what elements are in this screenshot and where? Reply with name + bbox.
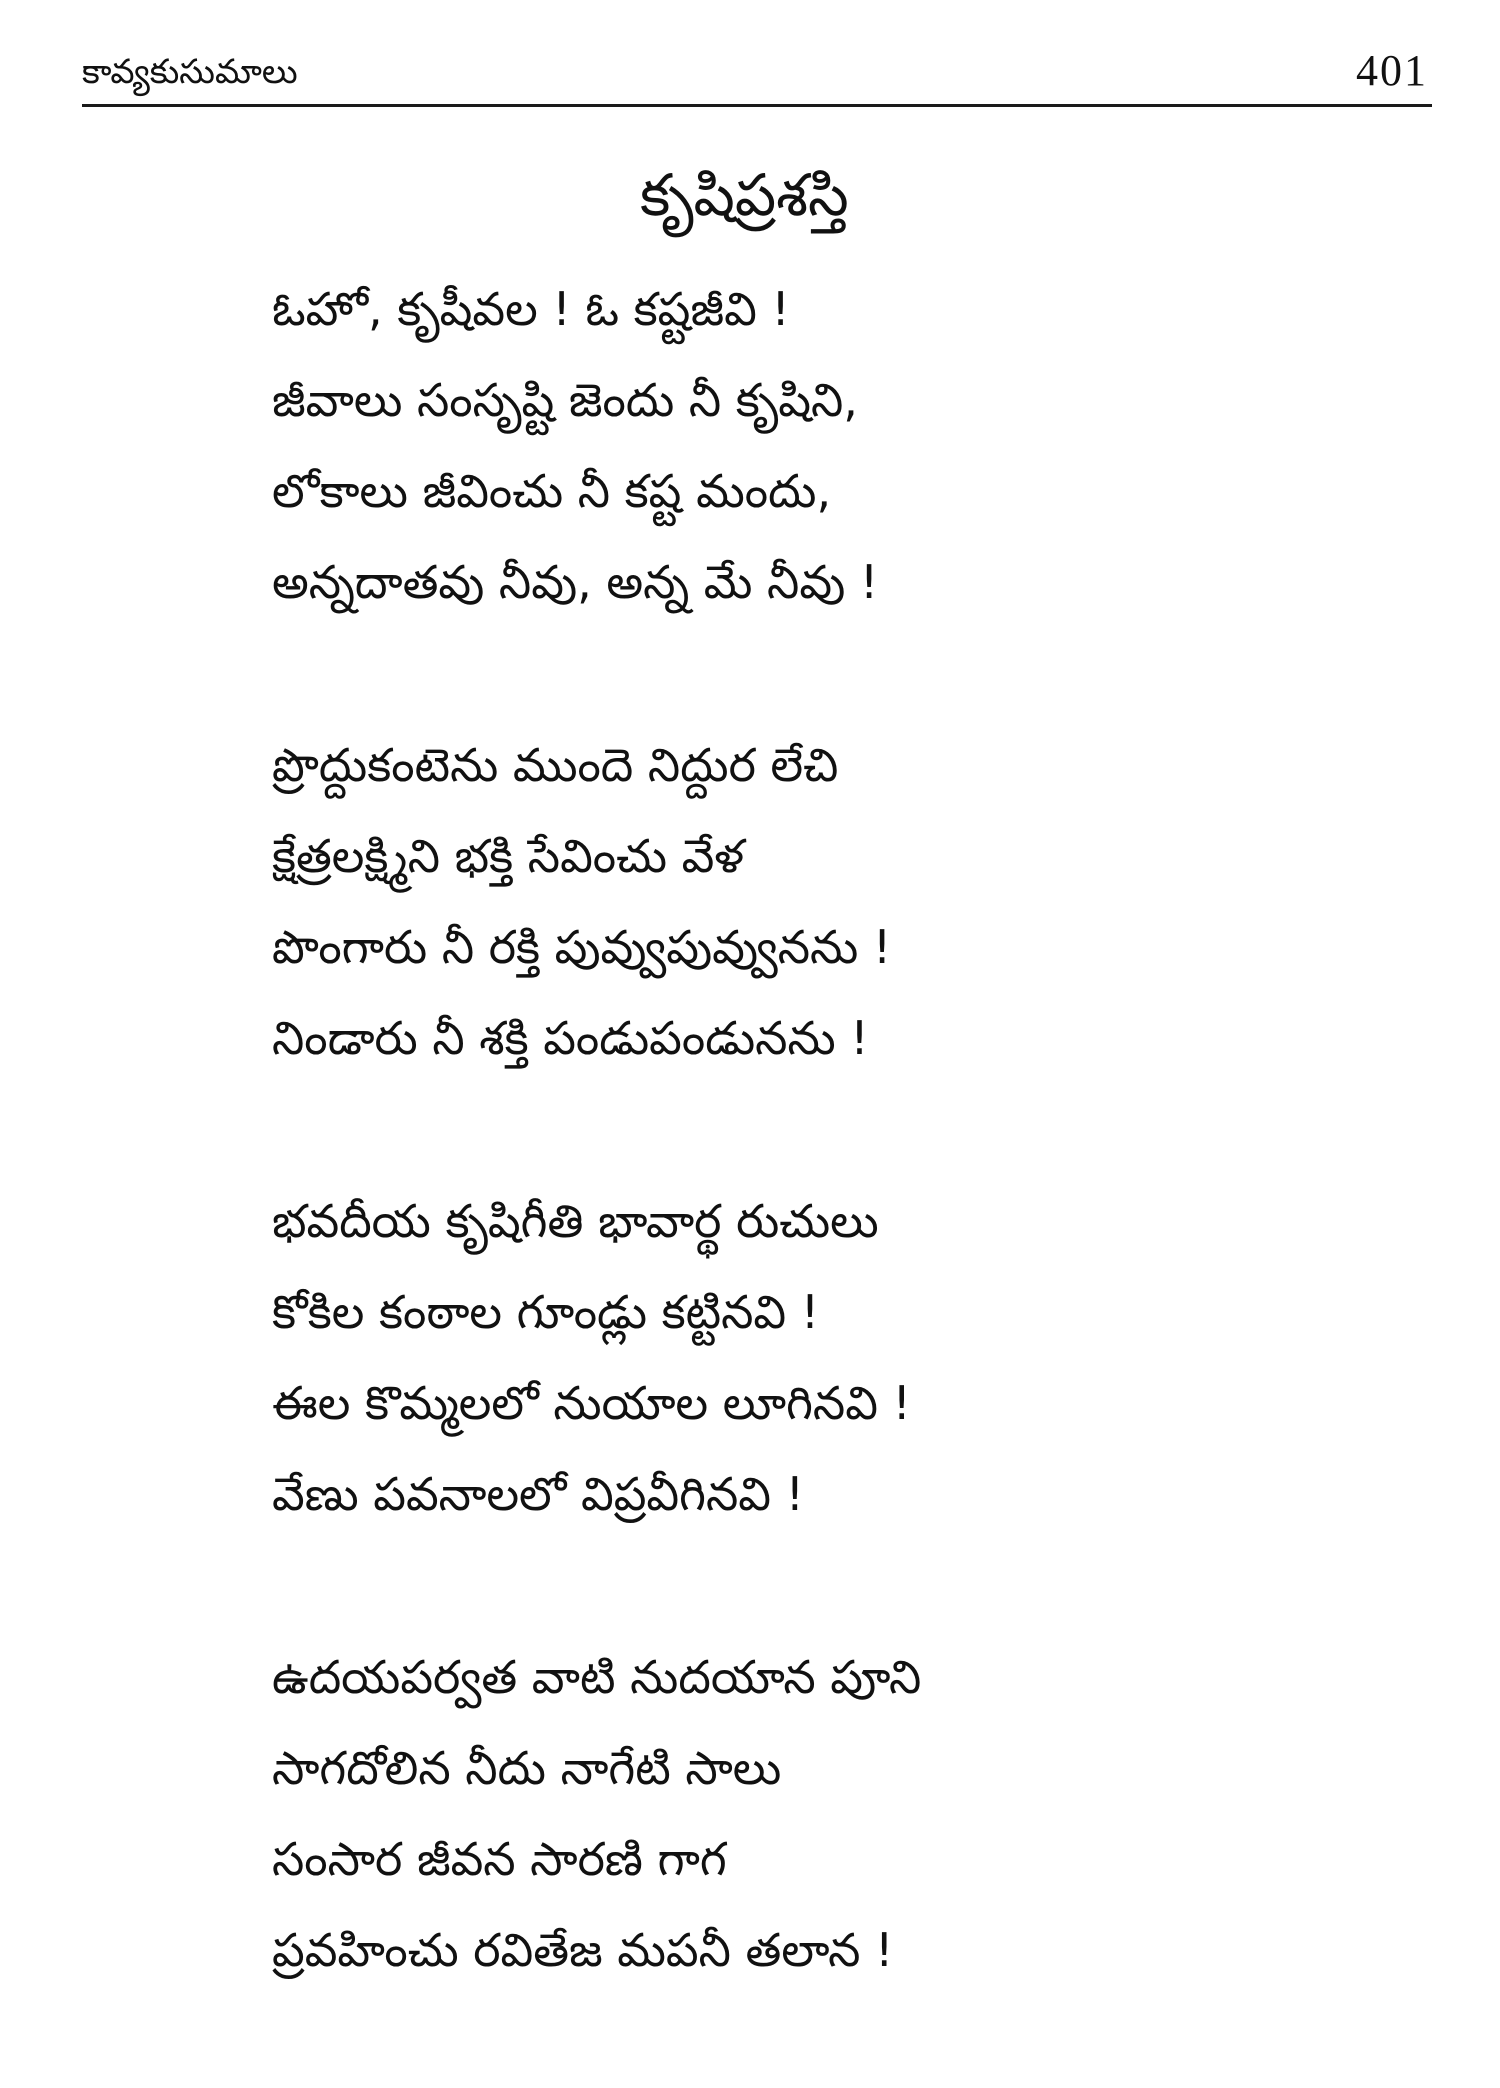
poem-line: క్షేత్రలక్ష్మిని భక్తి సేవించు వేళ xyxy=(272,829,744,883)
running-head-book-title: కావ్యకుసుమాలు xyxy=(82,52,298,92)
page-header xyxy=(82,44,1432,107)
poem-line: లోకాలు జీవించు నీ కష్ట మందు, xyxy=(272,464,832,518)
poem-body xyxy=(272,264,1372,2088)
poem-line: కోకిల కంఠాల గూండ్లు కట్టినవి ! xyxy=(272,1285,820,1339)
poem-line: వేణు పవనాలలో విప్రవీగినవి ! xyxy=(272,1467,805,1521)
poem-line: ప్రొద్దుకంటెను ముందె నిద్దుర లేచి xyxy=(272,738,839,792)
poem-line: ఉదయపర్వత వాటి నుదయాన పూని xyxy=(272,1650,922,1704)
stanza-2 xyxy=(272,720,1372,1084)
poem-line: సంసార జీవన సారణి గాగ xyxy=(272,1832,727,1886)
poem-line: నిండారు నీ శక్తి పండుపండునను ! xyxy=(272,1011,869,1065)
poem-line: జీవాలు సంసృష్టి జెందు నీ కృషిని, xyxy=(272,373,858,427)
poem-line: ఓహో, కృషీవల ! ఓ కష్టజీవి ! xyxy=(272,282,790,336)
stanza-1 xyxy=(272,264,1372,628)
poem-line: అన్నదాతవు నీవు, అన్న మే నీవు ! xyxy=(272,555,879,609)
poem-title: కృషిప్రశస్తి xyxy=(640,161,849,229)
stanza-3 xyxy=(272,1176,1372,1540)
poem-line: సాగదోలిన నీదు నాగేటి సాలు xyxy=(272,1741,782,1795)
poem-line: ప్రవహించు రవితేజ మపనీ తలాన ! xyxy=(272,1923,894,1977)
poem-line: పొంగారు నీ రక్తి పువ్వుపువ్వునను ! xyxy=(272,920,892,974)
stanza-4 xyxy=(272,1632,1372,1996)
poem-line: భవదీయ కృషిగీతి భావార్థ రుచులు xyxy=(272,1194,879,1248)
page-number: 401 xyxy=(1356,46,1428,95)
poem-line: ఈల కొమ్మలలో నుయాల లూగినవి ! xyxy=(272,1376,911,1430)
